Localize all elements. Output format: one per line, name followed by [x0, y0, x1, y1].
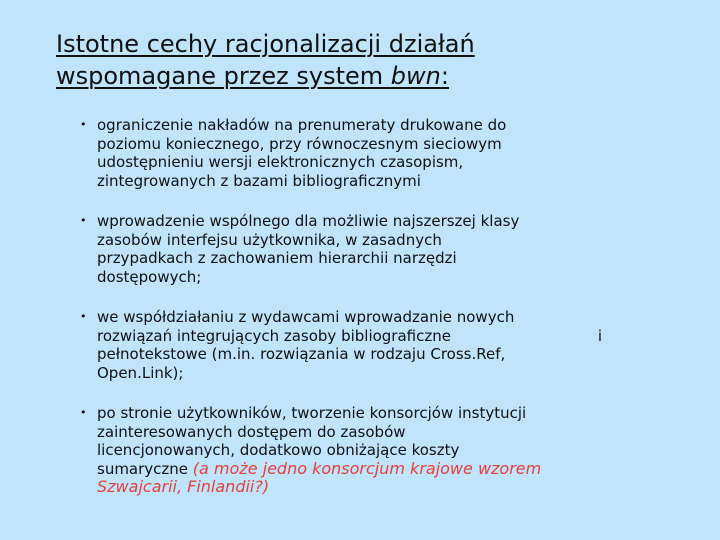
- bullet-icon: •: [80, 310, 87, 323]
- bullet-icon: •: [80, 214, 87, 227]
- item-3-line-2-tail: i: [597, 326, 602, 345]
- bullet-icon: •: [80, 118, 87, 131]
- item-1-line-3: udostępnieniu wersji elektronicznych czasopism,: [97, 153, 464, 171]
- item-2-line-4: dostępowych;: [97, 267, 202, 286]
- list-item: [80, 212, 620, 286]
- title-line-2-prefix: wspomagane przez system: [56, 62, 391, 90]
- item-3-line-3: pełnotekstowe (m.in. rozwiązania w rodzaju Cross.Ref,: [97, 345, 506, 363]
- list-item: [80, 116, 620, 190]
- item-4-note-part-1: (a może jedno konsorcjum krajowe wzorem: [192, 458, 542, 478]
- item-4-line-1: po stronie użytkowników, tworzenie konsorcjów instytucji: [97, 404, 527, 422]
- item-1-line-1: ograniczenie nakładów na prenumeraty drukowane do: [97, 116, 507, 134]
- item-4-note-part-2: Szwajcarii, Finlandii?): [97, 477, 270, 496]
- title-line-1: Istotne cechy racjonalizacji działań: [56, 30, 475, 58]
- item-3-line-2: [97, 327, 620, 346]
- item-4-line-3: licencjonowanych, dodatkowo obniżające koszty: [97, 441, 460, 459]
- item-1-line-4: zintegrowanych z bazami bibliograficznymi: [97, 171, 421, 190]
- list-item: [80, 308, 620, 382]
- title-system-name: bwn: [390, 62, 441, 90]
- item-4-line-2: zainteresowanych dostępem do zasobów: [97, 422, 406, 441]
- item-2-line-3: przypadkach z zachowaniem hierarchii narzędzi: [97, 249, 457, 267]
- item-3-line-2-text: rozwiązań integrujących zasoby bibliograficzne: [97, 326, 451, 345]
- item-4-line-4: [97, 460, 620, 479]
- title-line-2: [56, 60, 676, 92]
- slide-title: [56, 28, 676, 92]
- item-2-line-2: zasobów interfejsu użytkownika, w zasadnych: [97, 230, 442, 249]
- item-3-line-1: we współdziałaniu z wydawcami wprowadzanie nowych: [97, 308, 515, 326]
- bullet-icon: •: [80, 406, 87, 419]
- item-4-line-4-text: sumaryczne: [97, 459, 193, 478]
- list-item: [80, 404, 620, 497]
- item-1-line-2: poziomu koniecznego, przy równoczesnym sieciowym: [97, 134, 502, 153]
- item-3-line-4: Open.Link);: [97, 363, 184, 382]
- title-colon: :: [440, 62, 449, 90]
- feature-list: [80, 116, 620, 497]
- item-2-line-1: wprowadzenie wspólnego dla możliwie najszerszej klasy: [97, 212, 520, 230]
